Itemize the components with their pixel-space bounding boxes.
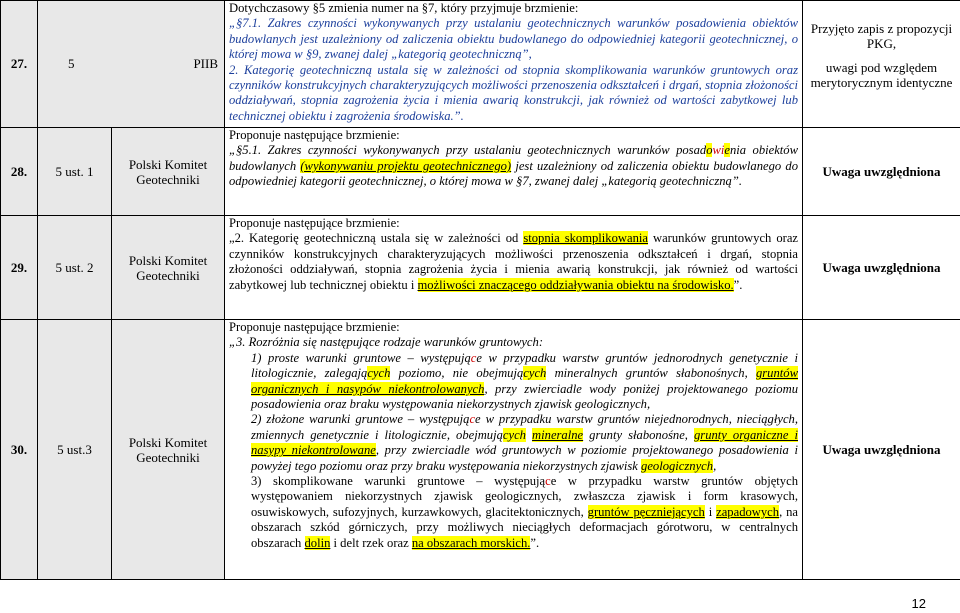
table-row (1, 128, 960, 216)
article-ref: 5 ust.3 (38, 320, 112, 580)
proposal-paragraph (229, 143, 798, 189)
intro-line: Proponuje następujące brzmienie: (229, 128, 400, 142)
table-row (1, 1, 960, 128)
text-run: ”. (530, 535, 540, 550)
text-run: gruntów organicznych i nasypów niekontrolowanych (251, 366, 798, 396)
text-run: jest uzależniony od zaliczenia obiektu budowlanego do odpowiedniej kategorii geotechnicznej, o której mowa w §7, zwanej dalej „kategorią geotechniczną”. (229, 158, 798, 189)
text-run: cych (523, 366, 547, 381)
paragraph-1: „§7.1. Zakres czynności wykonywanych przy ustalaniu geotechnicznych warunków posadowienia obiektów budowlanych jest uzależniony od zaliczenia obiektu budowlanego do odpowiedniej kategorii geotechnicznej, o której mowa w §9, zwanej dalej „kategorią geotechniczną”, (229, 16, 798, 62)
text-run: grunty słabonośne, (583, 427, 694, 442)
article-ref: 5 (68, 56, 75, 72)
proposal-paragraph (229, 231, 798, 293)
article-cell (38, 1, 225, 128)
article-ref: 5 ust. 2 (38, 216, 112, 320)
resolution-text: Uwaga uwzględniona (822, 259, 941, 275)
intro-line: Proponuje następujące brzmienie: (229, 320, 400, 334)
row-number: 28. (1, 128, 38, 216)
text-run: e w przypadku warstw gruntów niejednorodnych, nieciągłych, zmiennych genetycznie i litologicznie, obejmują (251, 412, 798, 442)
resolution-cell (803, 216, 960, 320)
organization: Polski Komitet Geotechniki (112, 216, 225, 320)
organization: Polski Komitet Geotechniki (112, 128, 225, 216)
paragraph-2: 2. Kategorię geotechniczną ustala się w zależności od stopnia skomplikowania warunków gruntowych oraz czynników konstrukcyjnych charakteryzujących możliwości przenoszenia odkształceń i drgań, stopnia złożoności oddziaływań, stopnia zagrożenia życia i mienia awarią konstrukcji, jak również od wartości zabytkowej lub technicznej obiektu i zagrożenia środowiska.”. (229, 62, 798, 123)
text-run: i (704, 504, 717, 519)
text-run: c (545, 474, 551, 489)
list-item (229, 412, 798, 474)
proposal-text (225, 1, 803, 128)
text-run: , przy zwierciadle wód gruntowych w poziomie projektowanego posadowienia i powyżej tego poziomu oraz przy braku występowania niekorzystnych zjawisk (251, 443, 798, 473)
resolution-text: Uwaga uwzględniona (822, 441, 941, 457)
resolution-line-1: Przyjęto zapis z propozycji PKG, (810, 21, 953, 52)
table-row (1, 320, 960, 580)
list-item (229, 474, 798, 551)
highlighted-run: (wykonywaniu projektu geotechnicznego) (300, 158, 512, 173)
text-run: „§5.1. Zakres czynności wykonywanych przy ustalaniu geotechnicznych warunków posad (229, 143, 707, 158)
article-ref: 5 ust. 1 (38, 128, 112, 216)
organization: PIIB (193, 56, 218, 72)
row-number: 27. (1, 1, 38, 128)
resolution-text: Uwaga uwzględniona (822, 163, 941, 179)
text-run: zapadowych (716, 504, 780, 519)
table-row (1, 216, 960, 320)
text-run: dolin (304, 535, 331, 550)
text-run: , przy zwierciadle wody poniżej projektowanego poziomu posadowienia oraz braku występowania niekorzystnych zjawisk geologicznych, (251, 381, 798, 412)
page-number: 12 (911, 596, 926, 611)
resolution-cell (803, 320, 960, 580)
text-run: e w przypadku warstw gruntów objętych występowaniem niekorzystnych zjawisk geologicznych, zwłaszcza zjawisk i form krasowych, osuwiskowych, sufozyjnych, kurzawkowych, glacitektonicznych, (251, 474, 798, 519)
highlighted-run: stopnia skomplikowania (523, 231, 648, 246)
text-run: , (713, 458, 717, 473)
text-run: 1) proste warunki gruntowe – występują (251, 350, 471, 365)
highlighted-run: e (724, 143, 730, 158)
text-run: cych (367, 366, 391, 381)
text-run: nia obiektów budowlanych (229, 143, 798, 173)
text-run: 2) złożone warunki gruntowe – występują (251, 412, 470, 427)
resolution-cell (803, 1, 960, 128)
text-run: ”. (733, 277, 743, 292)
proposal-text (225, 320, 803, 580)
proposal-text (225, 128, 803, 216)
organization: Polski Komitet Geotechniki (112, 320, 225, 580)
resolution-cell (803, 128, 960, 216)
text-run: gruntów pęczniejących (587, 504, 705, 519)
text-run: , na obszarach szkód górniczych, przy możliwych nieciągłych deformacjach górotworu, w centralnych obszarach (251, 504, 799, 550)
text-run: grunty organiczne i nasypy niekontrolowane (251, 427, 798, 458)
text-run: poziomo, nie obejmują (390, 366, 524, 381)
row-number: 29. (1, 216, 38, 320)
proposal-text (225, 216, 803, 320)
text-run: cych (502, 427, 526, 442)
text-run: mineralne (532, 427, 584, 442)
intro-line: Proponuje następujące brzmienie: (229, 216, 400, 230)
list-item (229, 351, 798, 413)
text-run: na obszarach morskich. (411, 535, 531, 550)
text-run: „2. Kategorię geotechniczną ustala się w zależności od (229, 231, 524, 246)
resolution-line-2: uwagi pod względem merytorycznym identyczne (810, 59, 953, 91)
text-run: e w przypadku warstw gruntów jednorodnych genetycznie i litologicznie, zalegają (251, 350, 798, 381)
text-run: 3) skomplikowane warunki gruntowe – występują (251, 474, 546, 489)
highlighted-run: możliwości znaczącego oddziaływania obiektu na środowisko. (417, 277, 734, 292)
text-run: mineralnych gruntów słabonośnych, (546, 366, 756, 381)
row-number: 30. (1, 320, 38, 580)
text-run: c (470, 350, 477, 365)
intro-line: Dotychczasowy §5 zmienia numer na §7, który przyjmuje brzmienie: (229, 1, 579, 15)
text-run: geologicznych (641, 458, 714, 473)
list-heading: „3. Rozróżnia się następujące rodzaje warunków gruntowych: (229, 335, 544, 350)
inserted-run: wi (712, 143, 725, 158)
text-run: i delt rzek oraz (330, 535, 412, 550)
text-run: warunków gruntowych oraz czynników konstrukcyjnych charakteryzujących możliwości przenoszenia odkształceń i drgań, stopnia złożoności oddziaływań, stopnia zagrożenia życia i mienia awarią konstrukcji, jak również od wartości zabytkowej lub technicznej obiektu i (229, 231, 799, 292)
text-run: c (469, 412, 476, 427)
highlighted-run: o (706, 143, 713, 158)
